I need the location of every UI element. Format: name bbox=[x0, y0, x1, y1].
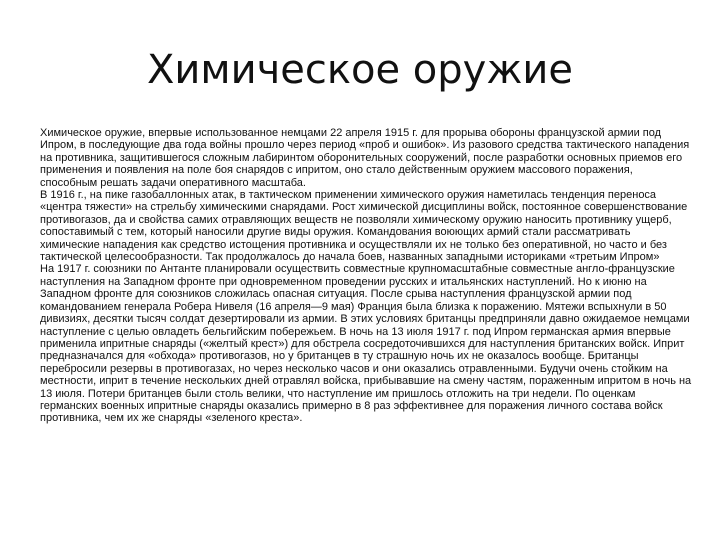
paragraph-1917: На 1917 г. союзники по Антанте планировали осуществить совместные крупномасштабные совместные англо-французские наступления на Западном фронте при одновременном проведении русских и итальянских наступлений. Но к июню на Западном фронте для союзников сложилась опасная ситуация. После срыва наступления французской армии под командованием генерала Робера Нивеля (16 апреля—9 мая) Франция была близка к поражению. Мятежи вспыхнули в 50 дивизиях, десятки тысяч солдат дезертировали из армии. В этих условиях британцы предприняли давно ожидаемое немцами наступление с целью овладеть бельгийским побережьем. В ночь на 13 июля 1917 г. под Ипром германская армия впервые применила ипритные снаряды («желтый крест») для обстрела сосредоточившихся для наступления британских войск. Иприт предназначался для «обхода» противогазов, но у британцев в ту страшную ночь их не оказалось вообще. Британцы перебросили резервы в противогазах, но через несколько часов и они оказались отравленными. Будучи очень стойким на местности, иприт в течение нескольких дней отравлял войска, прибывавшие на смену частям, пораженным ипритом в ночь на 13 июля. Потери британцев были столь велики, что наступление им пришлось отложить на три недели. По оценкам германских военных ипритные снаряды оказались примерно в 8 раз эффективнее для поражения личного состава войск противника, чем их же снаряды «зеленого креста». bbox=[40, 263, 692, 425]
slide-title: Химическое оружие bbox=[147, 47, 573, 93]
paragraph-intro: Химическое оружие, впервые использованное немцами 22 апреля 1915 г. для прорыва обороны французской армии под Ипром, в последующие два года войны прошло через период «проб и ошибок». Из разового средства тактического нападения на противника, защитившегося сложным лабиринтом оборонительных сооружений, после разработки основных приемов его применения и появления на поле боя снарядов с ипритом, оно стало действенным оружием массового поражения, способным решать задачи оперативного масштаба. bbox=[40, 127, 690, 189]
paragraph-1916: В 1916 г., на пике газобаллонных атак, в тактическом применении химического оружия наметилась тенденция переноса «центра тяжести» на стрельбу химическими снарядами. Рост химической дисциплины войск, постоянное совершенствование противогазов, да и свойства самих отравляющих веществ не позволяли химическому оружию наносить противнику ущерб, сопоставимый с тем, который наносили другие виды оружия. Командования воюющих армий стали рассматривать химические нападения как средство истощения противника и осуществляли их не только без оперативной, но часто и без тактической целесообразности. Так продолжалось до начала боев, названных западными историками «третьим Ипром» bbox=[40, 189, 688, 264]
slide-body bbox=[40, 127, 692, 425]
